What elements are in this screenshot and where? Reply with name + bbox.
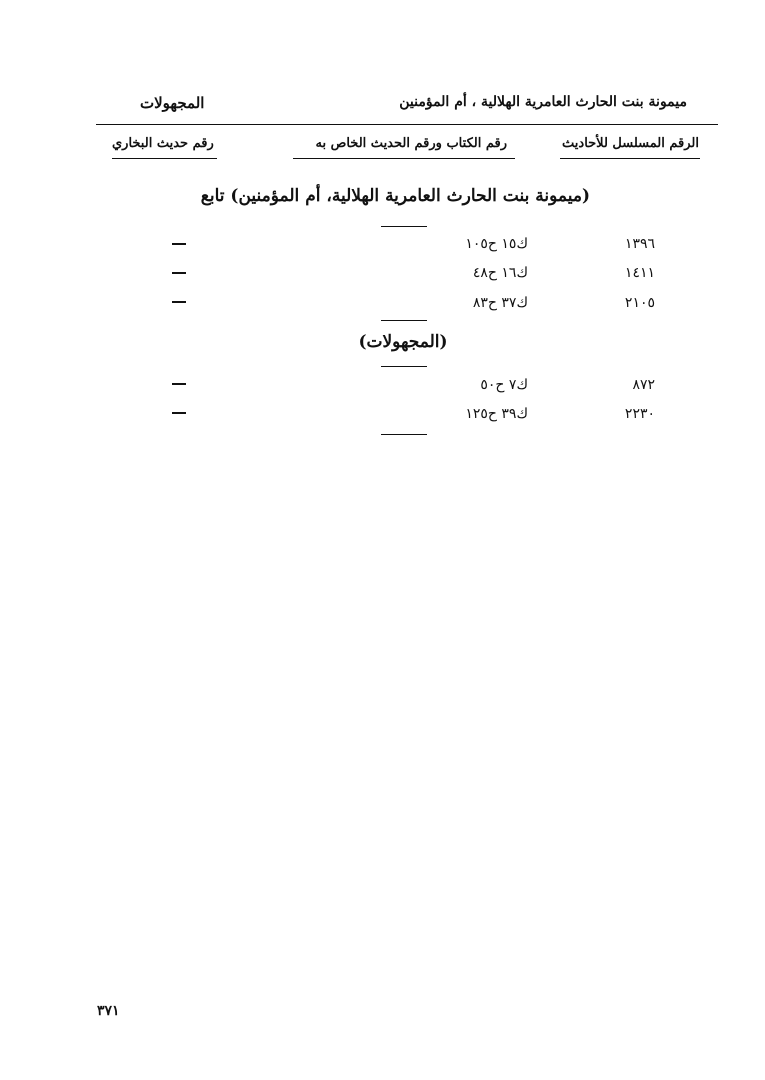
- page-number: ٣٧١: [97, 1003, 120, 1019]
- column-rule-bukhari: [112, 158, 217, 159]
- header-rule: [96, 124, 718, 125]
- column-heading-book-hadith: رقم الكتاب ورقم الحديث الخاص به: [315, 136, 507, 151]
- section-divider: [381, 434, 427, 435]
- column-rule-book-hadith: [293, 158, 515, 159]
- serial-number: ١٣٩٦: [624, 236, 655, 252]
- section-divider: [381, 320, 427, 321]
- serial-number: ٨٧٢: [632, 377, 655, 393]
- section-title: (المجهولات): [358, 332, 448, 352]
- running-header-right: ميمونة بنت الحارث العامرية الهلالية ، أم المؤمنين: [399, 94, 687, 110]
- book-hadith-ref: ك١٥ ح١٠٥: [465, 236, 528, 252]
- running-header-left: المجهولات: [140, 94, 205, 112]
- column-heading-serial: الرقم المسلسل للأحاديث: [562, 136, 699, 151]
- section-divider: [381, 366, 427, 367]
- bukhari-dash: [172, 412, 186, 414]
- serial-number: ١٤١١: [624, 265, 655, 281]
- book-hadith-ref: ك١٦ ح٤٨: [472, 265, 528, 281]
- column-heading-bukhari: رقم حديث البخاري: [112, 136, 214, 151]
- serial-number: ٢٢٣٠: [624, 406, 655, 422]
- serial-number: ٢١٠٥: [624, 295, 655, 311]
- bukhari-dash: [172, 272, 186, 274]
- book-hadith-ref: ك٣٩ ح١٢٥: [465, 406, 528, 422]
- section-title: (ميمونة بنت الحارث العامرية الهلالية، أم المؤمنين) تابع: [200, 186, 590, 206]
- book-hadith-ref: ك٣٧ ح٨٣: [472, 295, 528, 311]
- section-divider: [381, 226, 427, 227]
- bukhari-dash: [172, 243, 186, 245]
- book-hadith-ref: ك٧ ح٥٠: [480, 377, 528, 393]
- column-rule-serial: [560, 158, 700, 159]
- bukhari-dash: [172, 383, 186, 385]
- bukhari-dash: [172, 301, 186, 303]
